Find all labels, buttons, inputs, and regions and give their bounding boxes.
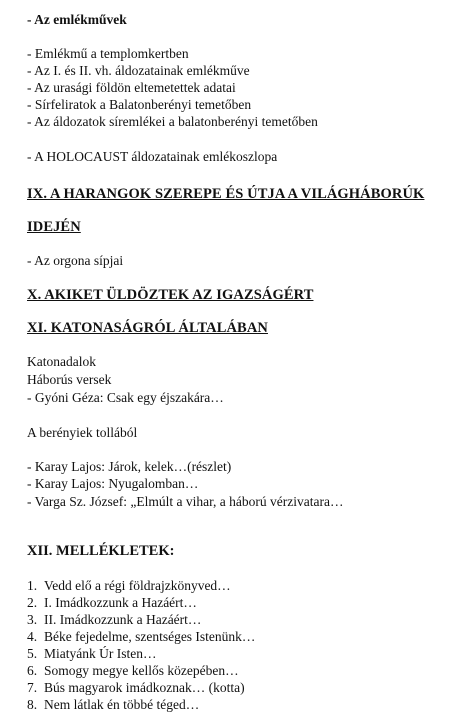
appendix-text: Bús magyarok imádkoznak… (kotta): [44, 680, 245, 695]
appendix-text: Nem látlak én többé téged…: [44, 697, 200, 712]
section-xii-heading: XII. MELLÉKLETEK:: [27, 543, 175, 559]
list-item: - Az urasági földön eltemetettek adatai: [27, 80, 236, 95]
list-item: - Sírfeliratok a Balatonberényi temetőben: [27, 97, 252, 112]
xi-line: - Gyóni Géza: Csak egy éjszakára…: [27, 390, 224, 405]
appendix-item: [27, 629, 255, 645]
appendix-item: [27, 680, 245, 696]
appendix-num: 5.: [27, 646, 38, 661]
appendix-text: Béke fejedelme, szentséges Istenünk…: [44, 629, 256, 644]
xi-line: Katonadalok: [27, 354, 96, 369]
list-item: - Az I. és II. vh. áldozatainak emlékműve: [27, 63, 250, 78]
appendix-item: [27, 663, 239, 679]
list-item: - Az áldozatok síremlékei a balatonberényi temetőben: [27, 114, 318, 129]
appendix-item: [27, 646, 156, 662]
appendix-num: 7.: [27, 680, 38, 695]
appendix-item: [27, 697, 199, 713]
appendix-num: 6.: [27, 663, 38, 678]
section-ix-heading-line1: IX. A HARANGOK SZEREPE ÉS ÚTJA A VILÁGHÁBORÚK: [27, 186, 425, 202]
poem-item: - Varga Sz. József: „Elmúlt a vihar, a háború vérzivatara…: [27, 494, 344, 509]
list-item: - Az orgona sípjai: [27, 253, 124, 268]
appendix-num: 3.: [27, 612, 38, 627]
appendix-text: II. Imádkozzunk a Hazáért…: [44, 612, 202, 627]
poem-item: - Karay Lajos: Nyugalomban…: [27, 476, 199, 491]
list-item: - Emlékmű a templomkertben: [27, 46, 189, 61]
appendix-num: 2.: [27, 595, 38, 610]
poem-item: - Karay Lajos: Járok, kelek…(részlet): [27, 459, 232, 474]
appendix-item: [27, 612, 201, 628]
appendix-num: 1.: [27, 578, 38, 593]
xi-line: Háborús versek: [27, 372, 112, 387]
appendix-text: Somogy megye kellős közepében…: [44, 663, 239, 678]
appendix-item: [27, 595, 197, 611]
section-xi-heading: XI. KATONASÁGRÓL ÁLTALÁBAN: [27, 320, 268, 336]
section-x-heading: X. AKIKET ÜLDÖZTEK AZ IGAZSÁGÉRT: [27, 287, 314, 303]
appendix-text: I. Imádkozzunk a Hazáért…: [44, 595, 197, 610]
section-ix-heading-line2: IDEJÉN: [27, 219, 81, 235]
holocaust-item: - A HOLOCAUST áldozatainak emlékoszlopa: [27, 149, 278, 164]
appendix-text: Miatyánk Úr Isten…: [44, 646, 157, 661]
appendix-num: 4.: [27, 629, 38, 644]
appendix-num: 8.: [27, 697, 38, 712]
appendix-item: [27, 578, 231, 594]
appendix-text: Vedd elő a régi földrajzkönyved…: [44, 578, 231, 593]
xi-subheading: A berényiek tollából: [27, 425, 138, 440]
memorials-title: - Az emlékművek: [27, 12, 127, 27]
